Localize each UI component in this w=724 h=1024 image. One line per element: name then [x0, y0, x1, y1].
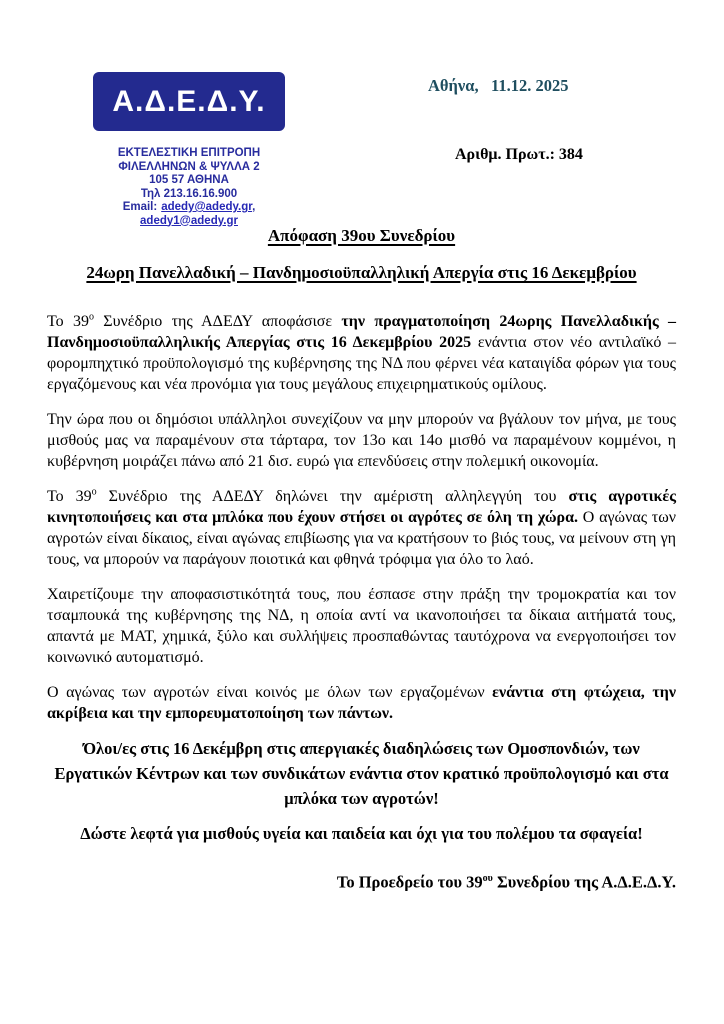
paragraph [47, 736, 676, 811]
org-postal-line: 105 57 ΑΘΗΝΑ [149, 174, 229, 186]
email-comma: , [252, 201, 256, 213]
text-run: στις αγροτικές κινητοποιήσεις και στα μπλόκα που έχουν στήσει οι αγρότες σε όλη τη χώρα. [47, 488, 677, 526]
text-run: Χαιρετίζουμε την αποφασιστικότητά τους, που έσπασε στην πράξη την τρομοκρατία και τον τσαμπουκά της κυβέρνησης της ΝΔ, η οποία αντί να ικανοποιήσει τα δίκαια αιτήματά τους, απαντά με ΜΑΤ, χημικά, ξύλο και συλλήψεις προσπαθώντας ταυτόχρονα να ενεργοποιήσει τον κοινωνικό αυτοματισμό. [47, 586, 676, 666]
paragraph [47, 486, 676, 570]
document-body [47, 225, 676, 893]
document-title: Απόφαση 39ου Συνεδρίου [267, 226, 456, 245]
document-subtitle: 24ωρη Πανελλαδική – Πανδημοσιοϋπαλληλική Απεργία στις 16 Δεκεμβρίου [86, 263, 637, 282]
paragraph [47, 682, 676, 724]
text-run: Την ώρα που οι δημόσιοι υπάλληλοι συνεχίζουν να μην μπορούν να βγάλουν τον μήνα, με τους μισθούς μας να παραμένουν στα τάρταρα, τον 13ο και 14ο μισθό να παραμένουν κομμένοι, η κυβέρνηση μοιράζει πάνω από 21 δισ. ευρώ για επενδύσεις στην πολεμική οικονομία. [47, 411, 676, 470]
text-run: ο [88, 311, 94, 323]
signature-ordinal: ου [482, 873, 493, 884]
text-run: ενάντια στον νέο αντιλαϊκό – φορομπηχτικό προϋπολογισμό της κυβέρνησης της ΝΔ που φέρνει νέα καταιγίδα φόρων για τους εργαζόμενους και νέα προνόμια για τους μεγάλους επιχειρηματικούς ομίλους. [47, 334, 677, 393]
text-run: Ο αγώνας των αγροτών είναι κοινός με όλων των εργαζομένων [47, 684, 493, 701]
org-address-line: ΦΙΛΕΛΛΗΝΩΝ & ΨΥΛΛΑ 2 [118, 160, 260, 173]
text-run: την πραγματοποίηση 24ωρης Πανελλαδικής – Πανδημοσιοϋπαλληλικής Απεργίας στις 16 Δεκεμβρίου 2025 [47, 313, 676, 351]
text-run: Όλοι/ες στις 16 Δεκέμβρη στις απεργιακές διαδηλώσεις των Ομοσπονδιών, των Εργατικών Κέντρων και των συνδικάτων ενάντια στον κρατικό προϋπολογισμό και στα μπλόκα των αγροτών! [54, 739, 669, 808]
text-run: Δώστε λεφτά για μισθούς υγεία και παιδεία και όχι για του πολέμου τα σφαγεία! [80, 824, 643, 843]
email-link-1[interactable]: adedy@adedy.gr [161, 201, 253, 213]
org-email-line [39, 201, 339, 215]
text-run: Συνέδριο της ΑΔΕΔΥ αποφάσισε [93, 313, 342, 330]
paragraph [47, 821, 676, 846]
text-run: Ο αγώνας των αγροτών είναι δίκαιος, είναι αγώνας επιβίωσης για να κρατήσουν το βιός τους, να μείνουν στη γη τους, να μπορούν να παράγουν ποιοτικά και φθηνά τρόφιμα για όλο το λαό. [47, 509, 677, 568]
email-link-2[interactable]: adedy1@adedy.gr [140, 214, 238, 227]
protocol-number: Αριθμ. Πρωτ.: 384 [455, 146, 583, 163]
text-run: ενάντια στη φτώχεια, την ακρίβεια και την εμπορευματοποίηση των πάντων. [47, 684, 676, 722]
org-phone-line: Τηλ 213.16.16.900 [140, 187, 238, 200]
paragraph [47, 409, 676, 472]
paragraph [47, 584, 676, 668]
text-run: Συνέδριο της ΑΔΕΔΥ δηλώνει την αμέριστη αλληλεγγύη του [96, 488, 569, 505]
signature-pre: Το Προεδρείο του 39 [336, 872, 483, 892]
text-run: Το 39 [47, 313, 89, 330]
paragraph [47, 311, 676, 395]
text-run: Το 39 [47, 488, 92, 505]
signature-post: Συνεδρίου της Α.Δ.Ε.Δ.Υ. [492, 872, 676, 892]
email-label: Email: [122, 201, 158, 213]
paragraphs-container [47, 311, 676, 846]
signature-line [47, 868, 676, 893]
org-contact-block [39, 147, 339, 228]
adedy-logo [93, 72, 285, 131]
adedy-logo-text: Α.Δ.Ε.Δ.Υ. [112, 84, 266, 118]
org-committee-line: ΕΚΤΕΛΕΣΤΙΚΗ ΕΠΙΤΡΟΠΗ [117, 147, 261, 159]
text-run: ο [91, 486, 97, 498]
document-date: Αθήνα, 11.12. 2025 [428, 76, 569, 95]
